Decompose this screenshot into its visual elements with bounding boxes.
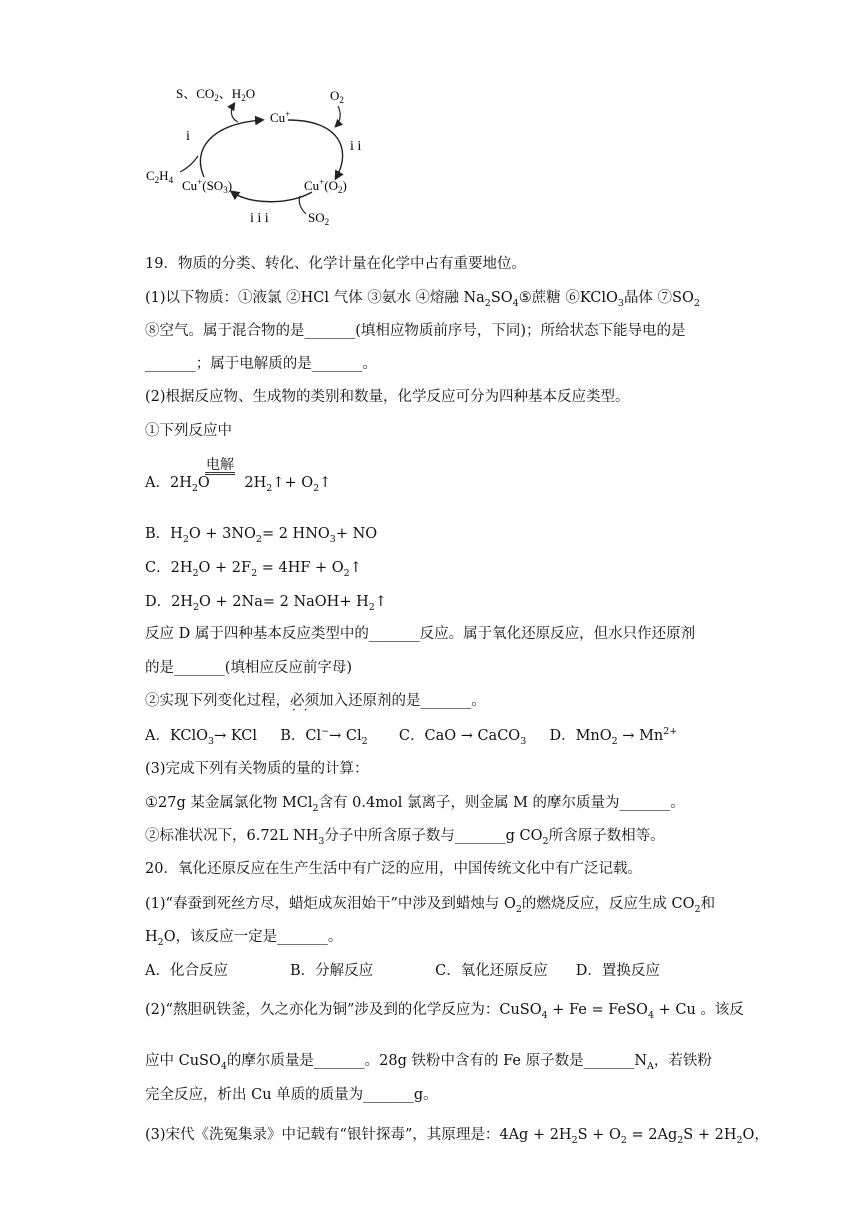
q19-part3-calc2: ②标准状况下，6.72L $NH_3$分子中所含原子数与_______g $CO_2$所含原子数相等。 xyxy=(145,828,665,847)
q20-part2-line2: 应中 CuSO$_4$的摩尔质量是_______。28g 铁粉中含有的 Fe 原子数是$\_\_\_\_\_\_\_N_A$，若铁粉 xyxy=(145,1053,712,1072)
product-out-arrow xyxy=(231,104,238,122)
q20-stem: 20．氧化还原反应在生产生活中有广泛的应用，中国传统文化中有广泛记载。 xyxy=(145,861,642,877)
q19-part3-calc1: ①27g 某金属氯化物 MCl$_2$含有 0.4mol 氯离子，则金属 M 的摩尔质量为_______。 xyxy=(145,795,685,814)
q20-part1-line2: $H_2O$，该反应一定是_______。 xyxy=(145,929,343,948)
label-so2: $SO_2$ xyxy=(308,210,330,227)
arrow-i xyxy=(200,120,262,177)
q19-part1-line2: ⑧空气。属于混合物的是_______(填相应物质前序号，下同)；所给状态下能导电的是 xyxy=(145,323,686,339)
label-c2h4: $C_2H_4$ xyxy=(146,168,174,185)
option-b-reaction: B．$H_2O + 3NO_2= 2$ $HNO_3+$ NO xyxy=(145,526,378,545)
q19-part2: (2)根据反应物、生成物的类别和数量，化学反应可分为四种基本反应类型。 xyxy=(145,389,630,405)
electrolysis-condition: 电解 xyxy=(206,457,234,473)
so2-in-line xyxy=(299,196,306,214)
q19-part1-line1: (1)以下物质：①液氯 ②HCl 气体 ③氨水 ④熔融 $Na_2SO_4⑤$蔗糖 ⑥KClO$_3$晶体 $⑦SO_2$ xyxy=(145,290,700,309)
q20-part1-options: A．化合反应 B．分解反应 C．氧化还原反应 D．置换反应 xyxy=(145,963,660,979)
q19-conversion-options: A．KClO$_3$→ KCl B．$Cl^-\to Cl_2$ C．CaO → CaCO$_3$ D．$MnO_2 \to Mn^{2+}$ xyxy=(145,726,678,747)
q19-stem: 19．物质的分类、转化、化学计量在化学中占有重要地位。 xyxy=(145,256,526,272)
label-step-ii: i i xyxy=(350,139,362,154)
copper-catalytic-cycle-diagram xyxy=(140,80,370,230)
q20-part3-line1: (3)宋代《洗冤集录》中记载有“银针探毒”，其原理是：$4Ag + 2H_2S + O_2 = 2Ag_2S + 2H_2O$， xyxy=(145,1127,769,1146)
q20-part1-line1: (1)“春蚕到死丝方尽，蜡炬成灰泪始干”中涉及到蜡烛与 $O_2$的燃烧反应，反应生成 $CO_2$和 xyxy=(145,896,716,915)
option-d-reaction: D．$2H_2O + 2Na= 2$ NaOH+ $H_2↑$ xyxy=(145,594,387,613)
q19-part1-line3: _______；属于电解质的是_______。 xyxy=(145,356,377,372)
q20-part2-line1: (2)“熬胆矾铁釜，久之亦化为铜”涉及到的化学反应为：CuSO$_4$ + Fe = FeSO$_4$ + Cu 。该反 xyxy=(145,1002,744,1021)
label-step-i: i xyxy=(186,129,190,144)
label-cu-o2: $Cu^+(O_2)$ xyxy=(304,177,347,195)
option-c-reaction: C．$2H_2O + 2F_2 = 4HF$ + $O_2↑$ xyxy=(145,560,362,579)
label-step-iii: i i i xyxy=(250,211,269,226)
label-products: S、$CO_2$、$H_2O$ xyxy=(176,86,256,103)
arrow-ii xyxy=(288,120,343,178)
label-cu-so3: $Cu^+(SO_3)$ xyxy=(182,177,233,195)
q19-reaction-d-question-cont: 的是_______(填相应反应前字母) xyxy=(145,660,353,676)
q19-part3: (3)完成下列有关物质的量的计算： xyxy=(145,761,369,777)
q19-reaction-d-question: 反应 D 属于四种基本反应类型中的_______反应。属于氧化还原反应，但水只作还原剂 xyxy=(145,626,696,642)
o2-in-arrow xyxy=(336,106,340,126)
q20-part2-line3: 完全反应，析出 Cu 单质的质量为_______g。 xyxy=(145,1087,438,1103)
option-a-reaction: A．$2H_2O$ $2H_2↑+$ $O_2↑$ xyxy=(145,475,332,494)
c2h4-in-line xyxy=(180,156,198,172)
label-o2: $O_2$ xyxy=(330,88,344,105)
label-cu-plus: Cu+ xyxy=(270,109,291,125)
q19-part2-sub: ①下列反应中 xyxy=(145,423,232,439)
q19-reducing-agent-question: ②实现下列变化过程，必须 · ·加入还原剂的是_______。 xyxy=(145,694,486,709)
